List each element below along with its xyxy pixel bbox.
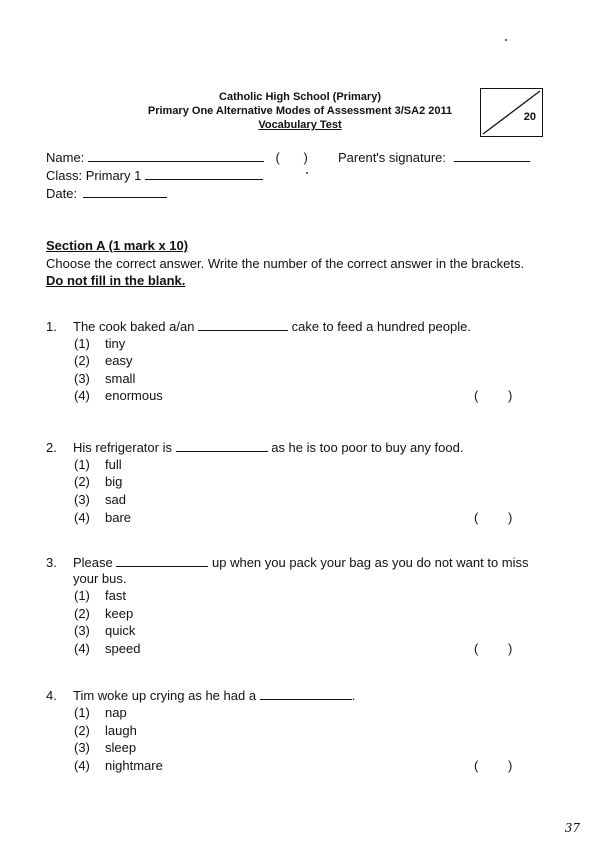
- question-blank: [116, 566, 208, 567]
- question-text: [73, 440, 463, 455]
- score-box: [480, 88, 543, 137]
- option-3: (3) sleep: [74, 740, 137, 755]
- question-text-line2: your bus.: [73, 571, 127, 586]
- option-4: (4) bare: [74, 510, 132, 525]
- question-text: [73, 688, 355, 703]
- class-label: Class: Primary 1: [46, 168, 142, 183]
- question-text-before: Tim woke up crying as he had a: [73, 688, 257, 703]
- page-note: 37: [564, 821, 580, 835]
- option-1: (1) full: [74, 457, 122, 472]
- option-2: (2) easy: [74, 353, 133, 368]
- name-field[interactable]: [88, 161, 264, 162]
- question-text-after: as he is too poor to buy any food.: [271, 440, 464, 455]
- register-bracket-open: (: [275, 150, 280, 165]
- signature-row: [338, 150, 530, 165]
- option-4: (4) speed: [74, 641, 141, 656]
- question-text-before: His refrigerator is: [73, 440, 172, 455]
- name-row: [46, 150, 308, 165]
- option-1: (1) nap: [74, 705, 127, 720]
- question-text-before: The cook baked a/an: [73, 319, 195, 334]
- class-field[interactable]: [145, 179, 263, 180]
- option-4: (4) enormous: [74, 388, 163, 403]
- subject-title: Vocabulary Test: [258, 119, 342, 131]
- scan-speck: [505, 39, 507, 41]
- question-text: [73, 555, 529, 570]
- answer-bracket[interactable]: ( ): [474, 388, 513, 403]
- question-text-after: .: [351, 688, 356, 703]
- question-text: [73, 319, 471, 334]
- signature-label: Parent's signature:: [338, 150, 446, 165]
- total-marks: 20: [523, 111, 536, 123]
- option-2: (2) laugh: [74, 723, 137, 738]
- signature-field[interactable]: [454, 161, 530, 162]
- question-blank: [176, 451, 268, 452]
- name-label: Name:: [46, 150, 85, 165]
- school-name: Catholic High School (Primary): [219, 91, 381, 103]
- date-row: [46, 186, 167, 201]
- question-blank: [198, 330, 288, 331]
- option-4: (4) nightmare: [74, 758, 163, 773]
- exam-title: Primary One Alternative Modes of Assessment 3/SA2 2011: [147, 105, 453, 117]
- scan-speck: [306, 172, 308, 174]
- question-number: 3.: [46, 555, 57, 570]
- option-1: (1) fast: [74, 588, 126, 603]
- register-bracket-close: ): [303, 150, 308, 165]
- question-text-after: up when you pack your bag as you do not want to miss: [212, 555, 529, 570]
- option-3: (3) small: [74, 371, 136, 386]
- question-text-after: cake to feed a hundred people.: [291, 319, 471, 334]
- answer-bracket[interactable]: ( ): [474, 758, 513, 773]
- section-warning: Do not fill in the blank.: [46, 273, 186, 288]
- option-1: (1) tiny: [74, 336, 126, 351]
- option-2: (2) keep: [74, 606, 134, 621]
- section-title: Section A (1 mark x 10): [46, 238, 189, 253]
- answer-bracket[interactable]: ( ): [474, 510, 513, 525]
- question-text-before: Please: [73, 555, 113, 570]
- answer-bracket[interactable]: ( ): [474, 641, 513, 656]
- option-3: (3) sad: [74, 492, 126, 507]
- class-row: [46, 168, 263, 183]
- option-2: (2) big: [74, 474, 123, 489]
- question-number: 1.: [46, 319, 57, 334]
- date-label: Date:: [46, 186, 78, 201]
- question-number: 4.: [46, 688, 57, 703]
- question-blank: [260, 699, 352, 700]
- section-instruction: Choose the correct answer. Write the number of the correct answer in the brackets.: [46, 256, 525, 271]
- date-field[interactable]: [83, 197, 167, 198]
- question-number: 2.: [46, 440, 57, 455]
- option-3: (3) quick: [74, 623, 136, 638]
